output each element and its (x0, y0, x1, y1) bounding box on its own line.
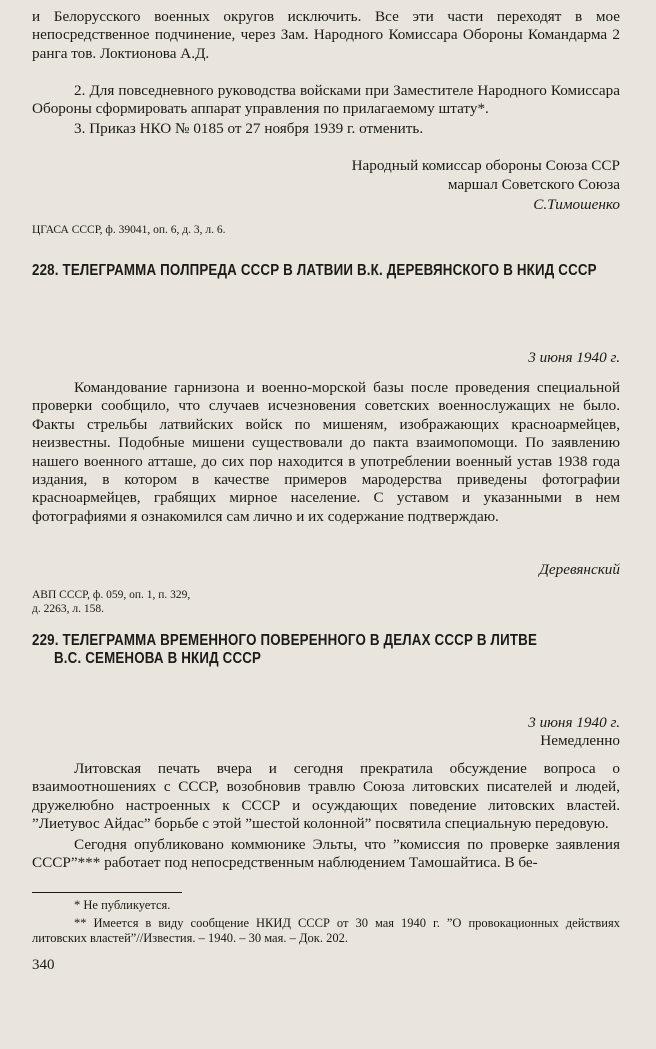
signatory-title: Народный комиссар обороны Союза ССР (351, 157, 620, 174)
document-229-paragraph-2: Сегодня опубликовано коммюнике Эльты, что ”комиссия по проверке заявления СССР”*** работает под непосредственным наблюдением Тамошайтиса. В бе- (32, 836, 620, 872)
footnote-divider (32, 892, 182, 893)
document-229-date: 3 июня 1940 г. (528, 714, 620, 731)
document-228-signature: Деревянский (539, 561, 620, 578)
signatory-name: С.Тимошенко (533, 196, 620, 213)
document-229-urgency: Немедленно (540, 732, 620, 749)
document-229-heading-line1: 229. ТЕЛЕГРАММА ВРЕМЕННОГО ПОВЕРЕННОГО В ДЕЛАХ СССР В ЛИТВЕ (32, 632, 538, 649)
document-228-heading: 228. ТЕЛЕГРАММА ПОЛПРЕДА СССР В ЛАТВИИ В.К. ДЕРЕВЯНСКОГО В НКИД СССР (32, 262, 597, 279)
document-228-source-line1: АВП СССР, ф. 059, оп. 1, п. 329, (32, 589, 191, 601)
document-228-date: 3 июня 1940 г. (528, 349, 620, 366)
footnote-1: * Не публикуется. (74, 898, 171, 912)
continued-paragraph: и Белорусского военных округов исключить. Все эти части переходят в мое непосредственное подчинение, через Зам. Народного Комиссара Обороны Командарма 2 ранга тов. Локтионова А.Д. (32, 8, 620, 62)
signatory-rank: маршал Советского Союза (447, 176, 620, 193)
paragraph-item-2: 2. Для повседневного руководства войсками при Заместителе Народного Комиссара Обороны сформировать аппарат управления по прилагаемому штату*. (32, 82, 620, 118)
footnote-2: ** Имеется в виду сообщение НКИД СССР от 30 мая 1940 г. ”О провокационных действиях литовских властей”//Известия. – 1940. – 30 мая. – Док. 202. (32, 916, 620, 945)
document-229-paragraph-1: Литовская печать вчера и сегодня прекратила обсуждение вопроса о взаимоотношениях с СССР, возобновив травлю Союза литовских писателей и людей, дружелюбно настроенных к СССР и осуждающих поведение литовских властей. ”Лиетувос Айдас” борьбе с этой ”шестой колонной” посвятила специальную передовую. (32, 760, 620, 833)
page-number: 340 (32, 957, 55, 973)
document-228-source-line2: д. 2263, л. 158. (32, 603, 104, 615)
archive-source: ЦГАСА СССР, ф. 39041, оп. 6, д. 3, л. 6. (32, 224, 226, 236)
document-228-body: Командование гарнизона и военно-морской базы после проведения специальной проверки сообщило, что случаев исчезновения советских военнослужащих не было. Факты стрельбы латвийских войск по мишеням, изображающих красноармейцев, неизвестны. Подобные мишени существовали до пакта взаимопомощи. По заявлению нашего военного атташе, до сих пор находится в употреблении военный устав 1938 года издания, в котором в качестве примеров мародерства приведены фотографии красноармейцев, грабящих мирное население. С уставом и указанными в нем фотографиями я ознакомился сам лично и их содержание подтверждаю. (32, 379, 620, 525)
document-229-heading-line2: В.С. СЕМЕНОВА В НКИД СССР (54, 650, 262, 667)
paragraph-item-3: 3. Приказ НКО № 0185 от 27 ноября 1939 г. отменить. (74, 120, 424, 137)
